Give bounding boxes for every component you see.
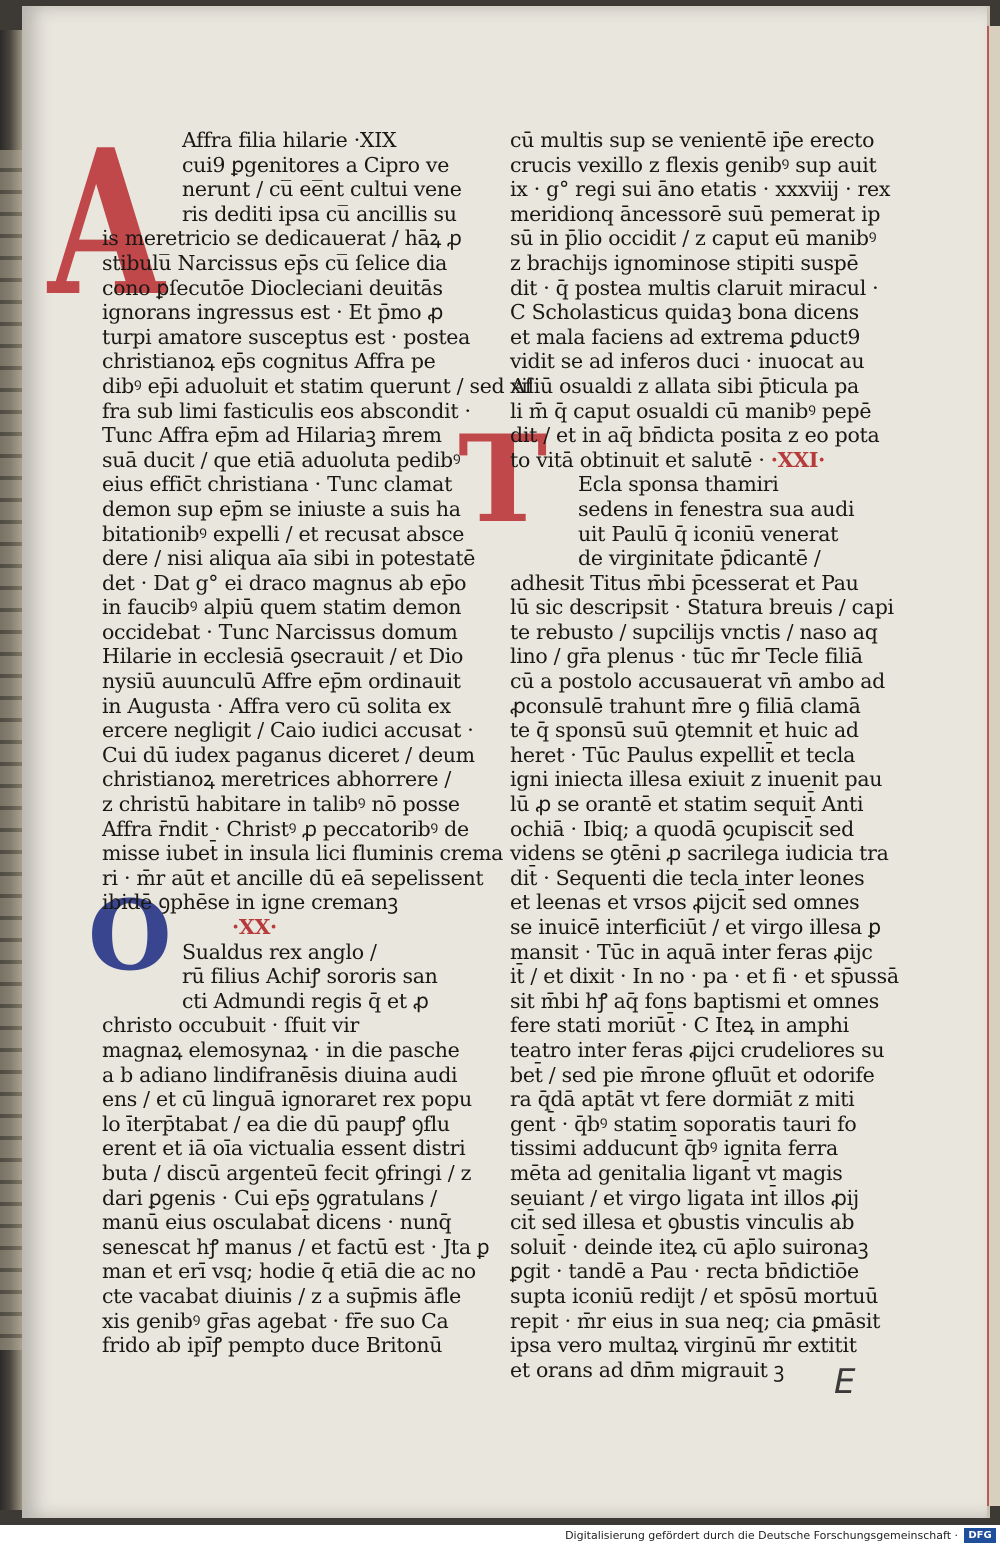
text-line: Sualdus rex anglo / (182, 939, 377, 964)
text-line: ris dediti ipsa cu̅ ancillis su (182, 201, 457, 226)
text-line: et leenas et vrsos ꝓijcit̄ sed omnes (510, 890, 860, 915)
text-line: Affra r̄ndit · Christꝰ ꝓ peccatoribꝰ de (102, 816, 469, 841)
text-line: ra q̄dā aptāt vt fere dormiāt z miti (510, 1087, 855, 1112)
text-line: det · Dat g° ei draco magnus ab ep̄o (102, 570, 467, 595)
text-line: cono ꝑſecutōe Diocleciani deuitās (102, 275, 443, 300)
initial-letter-o: O (88, 879, 172, 992)
text-line: bitationibꝰ expelli / et recusat absce (102, 521, 465, 546)
text-line: et mala faciens ad extrema ꝑduct9 (510, 324, 861, 349)
text-line: dit · q̄ postea multis claruit miracul · (510, 275, 879, 300)
text-line: ri · m̄r aūt et ancille dū eā sepelissent (102, 865, 484, 890)
text-line: ꝓconsulē trahunt m̄re ꝯ filiā clamā (510, 693, 861, 718)
right-text-column (490, 128, 899, 1382)
text-line: Hilarie in ecclesiā ꝯsecrauit / et Dio (102, 644, 464, 669)
text-line: misse iubet̄ in insula lici fluminis crema (102, 841, 504, 866)
text-line: bet̄ / sed pie m̄rone ꝯfluūt et odorife (510, 1062, 875, 1087)
text-line: ipsa vero multaꝝ virginū m̄r extitit (510, 1333, 857, 1358)
text-line: heret · Tūc Paulus expellit̄ et tecla (510, 742, 856, 767)
text-line: suā ducit / que etiā aduoluta pedibꝰ (102, 447, 461, 472)
text-line: erent et iā oīa victualia essent distri (102, 1136, 466, 1161)
text-line: de virginitate p̄dicantē / (578, 546, 821, 571)
text-line: ochiā · Ibiq; a quodā ꝯcupiscit̄ sed (510, 816, 854, 841)
text-line: adhesit Titus m̄bi p̄cesserat et Pau (510, 570, 859, 595)
text-line: dibꝰ ep̄i aduoluit et statim querunt / sed Af (102, 373, 533, 398)
text-line: cui9 ꝑgenitores a Cipro ve (182, 152, 450, 177)
text-line: z christū habitare in talibꝰ nō posse (102, 792, 460, 817)
text-line: stibulu̅ Narcissus ep̄s cu̅ ſelice dia (102, 250, 448, 275)
text-line: manū eius osculabat̄ dicens · nunq̄ (102, 1210, 452, 1235)
text-line: videns se ꝯtēni ꝓ sacrilega iudicia tra (510, 841, 889, 866)
text-line: dit̄ · Sequenti die tecla inter leones (510, 865, 865, 890)
text-line: nysiū auunculū Affre ep̄m ordinauit (102, 669, 461, 694)
text-line: crucis vexillo z flexis genibꝰ sup auit (510, 152, 877, 177)
text-line: man et erī vsq; hodie q̄ etiā die ac no (102, 1259, 476, 1284)
text-line: fra sub limi fasticulis eos abscondit · (102, 398, 471, 423)
text-line: demon sup ep̄m se iniuste a suis ha (102, 496, 461, 521)
text-line: sit m̄bi hꝭ aq̄ fons baptismi et omnes (510, 988, 879, 1013)
text-line: occidebat · Tunc Narcissus domum (102, 619, 458, 644)
initial-letter-a: A (48, 106, 165, 341)
text-line: supta iconiū redijt / et spōsū mortuū (510, 1283, 879, 1308)
text-line: li m̄ q̄ caput osualdi cū manibꝰ pepē (510, 398, 872, 423)
text-line: cti Admundi regis q̄ et ꝓ (182, 988, 429, 1013)
text-line: teatro inter feras ꝓijci crudeliores su (510, 1037, 885, 1062)
text-line: xiliū osualdi z allata sibi p̄ticula pa (510, 373, 859, 398)
text-line: fere stati moriūt̄ · C Iteꝝ in amphi (510, 1013, 849, 1038)
text-line: lū ꝓ se orantē et statim sequit̄ Anti (510, 792, 864, 817)
text-line: z brachijs ignominose stipiti suspē (510, 250, 859, 275)
text-line: Affra filia hilarie ·XIX (182, 128, 397, 152)
text-line: eius effic̄t christiana · Tunc clamat (102, 472, 453, 497)
text-line: seuiant / et virgo ligata int̄ illos ꝓij (510, 1185, 859, 1210)
text-line: cte vacabat diuinis / z a sup̄mis āfle (102, 1283, 461, 1308)
footer-bar (0, 1525, 1000, 1547)
text-line: dere / nisi aliqua aīa sibi in potestatē (102, 546, 476, 571)
chapter-number-xxi: ·XXI· (770, 447, 825, 472)
text-line: buta / discū argenteū fecit ꝯfringi / z (102, 1160, 472, 1185)
text-line: sedens in fenestra sua audi (578, 496, 855, 521)
text-line: turpi amatore susceptus est · postea (102, 324, 471, 349)
text-line: gent̄ · q̄bꝰ statim soporatis tauri fo (510, 1111, 857, 1136)
text-line: xis genibꝰ gr̄as agebat · fr̄e suo Ca (102, 1308, 449, 1333)
text-line: repit · m̄r eius in sua neq; cia ꝑmāsit (510, 1308, 881, 1333)
text-line: Ecla sponsa thamiri (578, 472, 779, 497)
text-line: ercere negligit / Caio iudici accusat · (102, 718, 474, 743)
text-line: C Scholasticus quidaꝫ bona dicens (510, 300, 859, 325)
text-line: is meretricio se dedicauerat / hāꝝ ꝓ (102, 226, 462, 251)
text-line: ibidē ꝯphēse in igne cremanꝫ (102, 890, 398, 915)
text-line: it̄ / et dixit · In no · pa · et fi · et sp̄ussā (510, 964, 899, 989)
text-line: frido ab ipīꝭ pempto duce Britonū (102, 1333, 443, 1358)
text-line: ix · g° regi sui āno etatis · xxxviij · rex (510, 177, 891, 202)
text-line: christianoꝝ meretrices abhorrere / (102, 767, 452, 792)
previous-page-edge (0, 150, 24, 1350)
text-line: ignorans ingressus est · Et p̄mo ꝓ (102, 300, 444, 325)
text-line: nerunt / cu̅ ee̅nt cultui vene (182, 177, 462, 202)
text-line: lo īterp̄tabat / ea die dū paupꝭ ꝯflu (102, 1111, 450, 1136)
text-line: in Augusta · Affra vero cū solita ex (102, 693, 451, 718)
text-line: igni iniecta illesa exiuit z inuenit pau (510, 767, 883, 792)
margin-letter-mark: E (834, 1362, 856, 1402)
text-line: dari ꝑgenis · Cui ep̄s ꝯgratulans / (102, 1185, 437, 1210)
text-line: meridionq āncessorē suū pemerat ip (510, 201, 881, 226)
text-line: rū filius Achiꝭ sororis san (182, 964, 438, 989)
text-line: cit̄ sed illesa et ꝯbustis vinculis ab (510, 1210, 855, 1235)
text-line: lū sic descripsit · Statura breuis / capi (510, 595, 894, 620)
text-line: uit Paulū q̄ iconiū venerat (578, 521, 839, 546)
text-line: ꝑgit · tandē a Pau · recta bn̄dictiōe (510, 1259, 859, 1284)
dfg-logo: DFG (964, 1528, 996, 1543)
text-line: Tunc Affra ep̄m ad Hilariaꝫ m̄rem (102, 423, 442, 448)
text-line: senescat hꝭ manus / et factū est · Jta ꝑ (102, 1234, 490, 1259)
text-line: mēta ad genitalia ligant̄ vt magis (510, 1160, 843, 1185)
text-line: christo occubuit · ſfuit vir (102, 1013, 360, 1038)
text-line (490, 448, 899, 473)
text-line: et orans ad dn̄m migrauit ꝫ (510, 1357, 784, 1382)
funding-credit: Digitalisierung gefördert durch die Deutsche Forschungsgemeinschaft · (565, 1529, 958, 1542)
text-line: Cui dū iudex paganus diceret / deum (102, 742, 475, 767)
text-line-part: to vitā obtinuit et salutē · (510, 447, 765, 472)
text-line: christianoꝝ ep̄s cognitus Affra pe (102, 349, 436, 374)
text-line: a b adiano lindifranēsis diuina audi (102, 1062, 458, 1087)
text-line: dit / et in aq̄ bn̄dicta posita z eo pota (510, 423, 880, 448)
text-line: se inuicē interficiūt / et virgo illesa ꝑ (510, 915, 881, 939)
text-line: in faucibꝰ alpiū quem statim demon (102, 595, 462, 620)
chapter-number-xx: ·XX· (232, 915, 277, 939)
text-line: cū a postolo accusauerat vn̄ ambo ad (510, 669, 885, 694)
text-line: mansit · Tūc in aquā inter feras ꝓijc (510, 939, 873, 964)
text-line: te rebusto / supcilijs vnctis / naso aq (510, 619, 878, 644)
text-line: soluit̄ · deinde iteꝝ cū ap̄lo suironaꝫ (510, 1234, 869, 1259)
text-line: tissimi adducunt̄ q̄bꝰ ignita ferra (510, 1136, 838, 1161)
text-line: magnaꝝ elemosynaꝝ · in die pasche (102, 1037, 460, 1062)
page-edge (987, 26, 1000, 1506)
text-line: ens / et cū linguā ignoraret rex popu (102, 1087, 472, 1112)
text-line: sū in p̄lio occidit / z caput eū manibꝰ (510, 226, 877, 251)
text-line: te q̄ sponsū suū ꝯtemnit et huic ad (510, 718, 859, 743)
initial-letter-t: T (458, 409, 548, 550)
text-line: vidit se ad inferos duci · inuocat au (510, 349, 865, 374)
text-line: lino / gr̄a plenus · tūc m̄r Tecle filiā (510, 644, 863, 669)
text-line: cū multis sup se venientē ip̄e erecto (510, 128, 875, 152)
left-text-column (82, 128, 532, 1358)
